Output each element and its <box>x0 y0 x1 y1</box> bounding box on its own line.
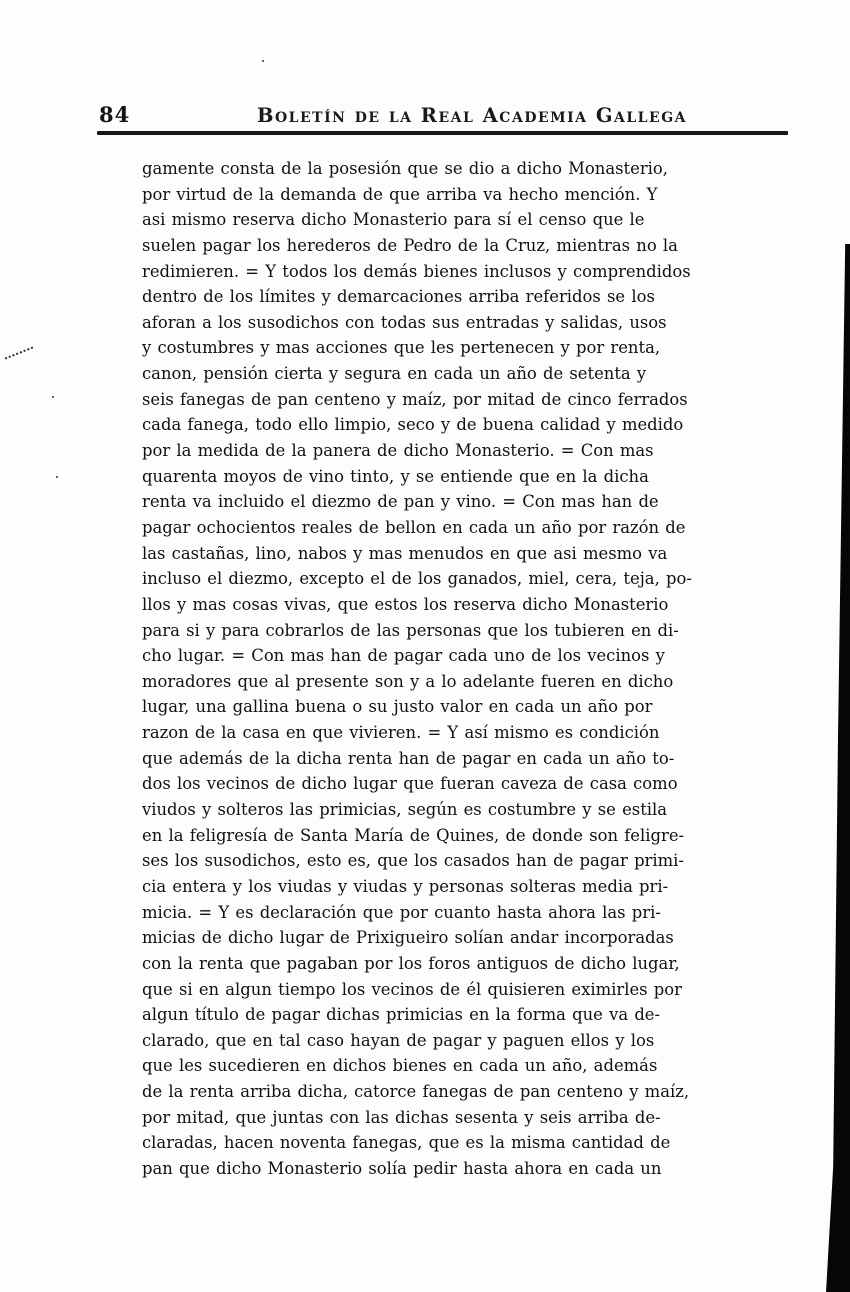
text-line: cada fanega, todo ello limpio, seco y de buena calidad y medido <box>142 415 684 435</box>
text-line: con la renta que pagaban por los foros antiguos de dicho lugar, <box>142 953 680 973</box>
text-line: viudos y solteros las primicias, según es costumbre y se estila <box>142 800 668 820</box>
scan-speck <box>56 476 58 478</box>
text-line: en la feligresía de Santa María de Quines, de donde son feligre- <box>142 825 685 845</box>
header-rule <box>97 131 788 135</box>
text-line: pagar ochocientos reales de bellon en cada un año por razón de <box>142 517 686 537</box>
text-line: micia. = Y es declaración que por cuanto hasta ahora las pri- <box>142 902 661 922</box>
text-line: llos y mas cosas vivas, que estos los reserva dicho Monasterio <box>142 594 669 614</box>
text-line: micias de dicho lugar de Prixigueiro solían andar incorporadas <box>142 928 674 948</box>
text-block <box>142 156 802 1182</box>
text-line: quarenta moyos de vino tinto, y se entiende que en la dicha <box>142 466 649 486</box>
margin-scratch-mark <box>5 346 34 359</box>
text-line: renta va incluido el diezmo de pan y vino. = Con mas han de <box>142 492 659 512</box>
text-line: y costumbres y mas acciones que les pertenecen y por renta, <box>142 338 661 358</box>
text-line: por virtud de la demanda de que arriba va hecho mención. Y <box>142 184 658 204</box>
text-line: algun título de pagar dichas primicias en la forma que va de- <box>142 1005 661 1025</box>
text-line: que si en algun tiempo los vecinos de él quisieren eximirles por <box>142 979 682 999</box>
text-line: gamente consta de la posesión que se dio a dicho Monasterio, <box>142 159 668 178</box>
text-line: las castañas, lino, nabos y mas menudos en que asi mesmo va <box>142 543 668 563</box>
text-line: asi mismo reserva dicho Monasterio para sí el censo que le <box>142 210 645 230</box>
running-header-title: Boletín de la Real Academia Gallega <box>256 104 688 127</box>
text-line: pan que dicho Monasterio solía pedir hasta ahora en cada un <box>142 1158 662 1178</box>
text-line: seis fanegas de pan centeno y maíz, por mitad de cinco ferrados <box>142 389 688 409</box>
text-line: aforan a los susodichos con todas sus entradas y salidas, usos <box>142 312 667 332</box>
text-line: canon, pensión cierta y segura en cada un año de setenta y <box>142 364 647 384</box>
text-line: ses los susodichos, esto es, que los casados han de pagar primi- <box>142 851 684 871</box>
text-line: redimieren. = Y todos los demás bienes inclusos y comprendidos <box>142 261 691 281</box>
text-line: lugar, una gallina buena o su justo valor en cada un año por <box>142 697 653 717</box>
text-line: suelen pagar los herederos de Pedro de la Cruz, mientras no la <box>142 235 678 255</box>
text-line: razon de la casa en que vivieren. = Y así mismo es condición <box>142 723 660 743</box>
text-line: cho lugar. = Con mas han de pagar cada uno de los vecinos y <box>142 646 665 666</box>
text-line: que les sucedieren en dichos bienes en cada un año, además <box>142 1056 658 1076</box>
text-line: moradores que al presente son y a lo adelante fueren en dicho <box>142 671 674 691</box>
scan-speck <box>262 60 264 62</box>
text-line: por mitad, que juntas con las dichas sesenta y seis arriba de- <box>142 1107 661 1127</box>
text-line: incluso el diezmo, excepto el de los ganados, miel, cera, teja, po- <box>142 569 692 589</box>
scan-gutter-shadow <box>826 244 850 1292</box>
text-line: para si y para cobrarlos de las personas que los tubieren en di- <box>142 620 679 640</box>
text-line: por la medida de la panera de dicho Monasterio. = Con mas <box>142 441 654 461</box>
scan-speck <box>52 396 54 398</box>
text-line: que además de la dicha renta han de pagar en cada un año to- <box>142 748 675 768</box>
text-line: dentro de los límites y demarcaciones arriba referidos se los <box>142 287 655 307</box>
text-line: de la renta arriba dicha, catorce fanegas de pan centeno y maíz, <box>142 1082 690 1102</box>
text-line: cia entera y los viudas y viudas y personas solteras media pri- <box>142 876 669 896</box>
text-line: dos los vecinos de dicho lugar que fueran caveza de casa como <box>142 774 678 794</box>
page-number: 84 <box>99 102 131 127</box>
text-line: claradas, hacen noventa fanegas, que es la misma cantidad de <box>142 1133 671 1153</box>
text-line: clarado, que en tal caso hayan de pagar y paguen ellos y los <box>142 1030 655 1050</box>
